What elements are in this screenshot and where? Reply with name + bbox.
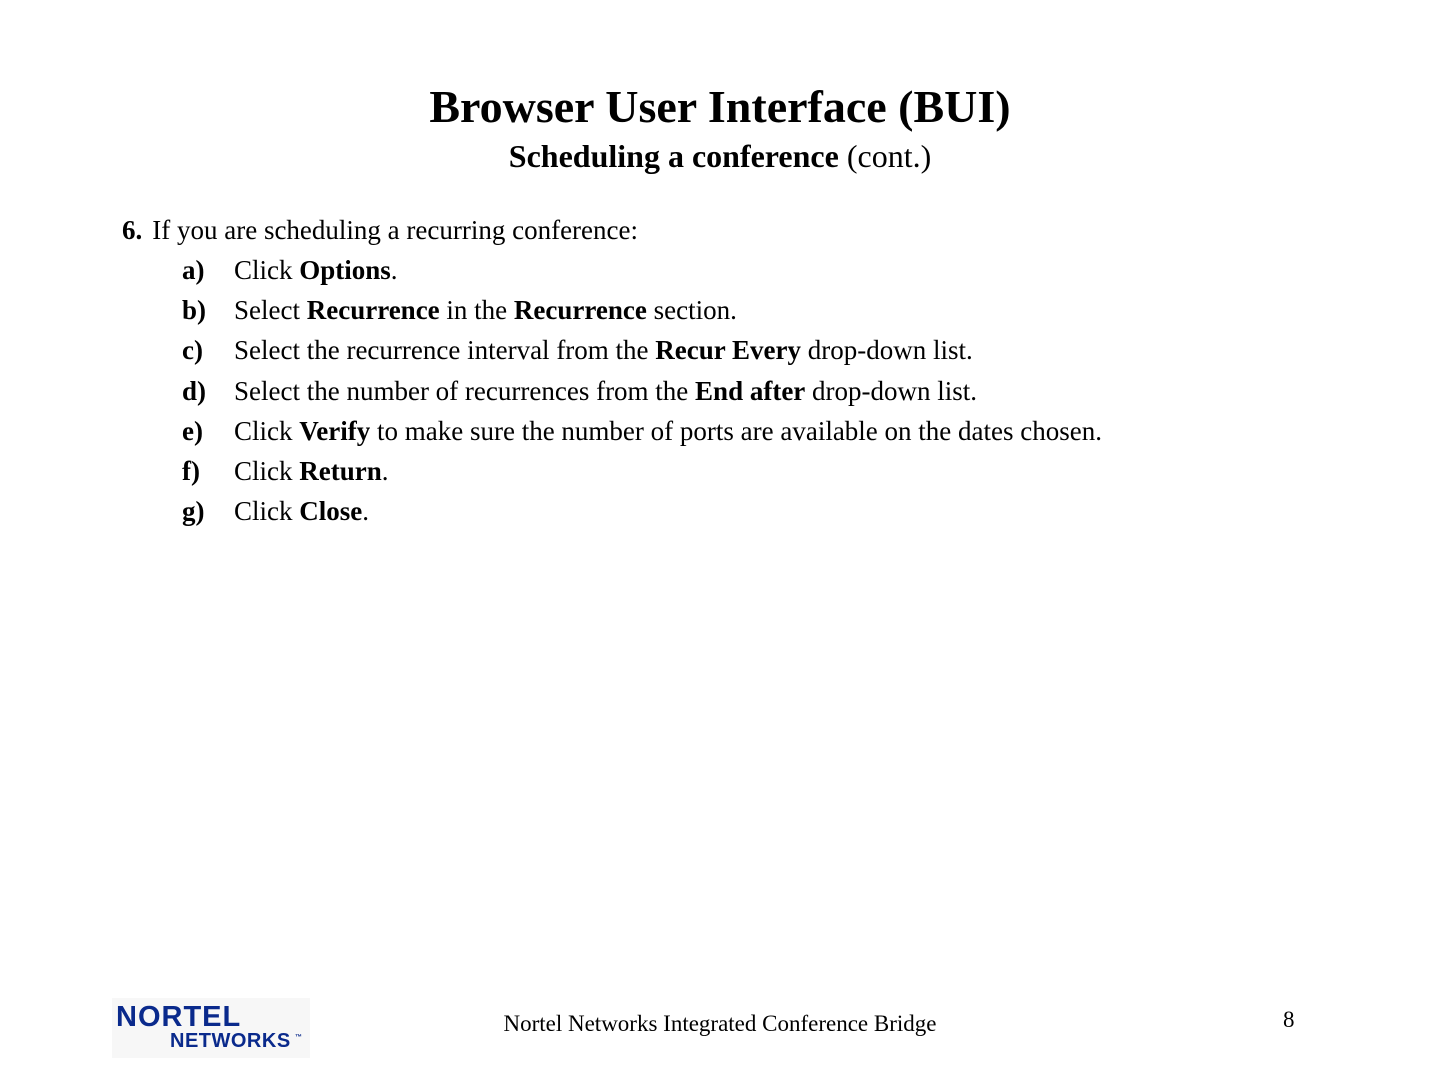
page-subtitle xyxy=(0,136,1440,176)
substep-letter: g) xyxy=(182,496,205,527)
substep-letter: a) xyxy=(182,255,205,285)
step-number: 6. xyxy=(122,215,143,245)
substep-text xyxy=(234,413,1102,449)
substep-text-part: section. xyxy=(646,295,737,326)
substep-text-part: Select the recurrence interval from the xyxy=(234,335,656,366)
substep-text-part: drop-down list. xyxy=(801,335,973,366)
substep-bold-part: Recurrence xyxy=(513,295,647,326)
substep-text-part: Click xyxy=(234,455,300,486)
substep-text xyxy=(234,453,389,489)
substep-text-part: Click xyxy=(234,255,300,285)
footer-text: Nortel Networks Integrated Conference Bridge xyxy=(503,1011,937,1036)
substep-text xyxy=(234,373,977,409)
substep-text-part: . xyxy=(390,255,398,285)
step-6 xyxy=(122,212,638,248)
substep-letter: c) xyxy=(182,335,203,366)
substep-bold-part: Options xyxy=(299,255,391,285)
substep-text-part: Click xyxy=(234,415,300,446)
substep-text-part: Select xyxy=(234,295,307,326)
logo-trademark: ™ xyxy=(295,1034,302,1041)
substep-letter: b) xyxy=(182,295,207,326)
substep-letter: f) xyxy=(182,455,200,486)
page-number: 8 xyxy=(1283,1007,1295,1032)
substep-bold-part: Close xyxy=(299,496,363,527)
substep-text-part: . xyxy=(362,496,369,527)
logo-wordmark-top: NORTEL xyxy=(116,1001,242,1033)
substep-text-part: . xyxy=(381,455,389,486)
step-text: If you are scheduling a recurring conference: xyxy=(152,215,638,245)
substep-text-part: in the xyxy=(439,295,514,326)
substep-text-part: Select the number of recurrences from the xyxy=(234,375,696,406)
substep-letter: e) xyxy=(182,415,203,446)
substep-bold-part: Return xyxy=(299,455,382,486)
subtitle-normal: (cont.) xyxy=(838,138,932,174)
subtitle-bold: Scheduling a conference xyxy=(508,138,839,174)
substep-text-part: Click xyxy=(234,496,300,527)
substep-text xyxy=(234,292,737,328)
substep-bold-part: Recur Every xyxy=(655,335,802,366)
logo-wordmark-bottom: NETWORKS xyxy=(170,1030,291,1052)
substep-bold-part: Recurrence xyxy=(306,295,440,326)
substep-text-part: drop-down list. xyxy=(805,375,978,406)
page-title: Browser User Interface (BUI) xyxy=(429,81,1011,132)
substep-text xyxy=(234,332,973,368)
substep-bold-part: Verify xyxy=(299,415,371,446)
substep-bold-part: End after xyxy=(695,375,806,406)
substep-text xyxy=(234,493,369,529)
substep-text xyxy=(234,252,398,288)
substep-text-part: to make sure the number of ports are available on the dates chosen. xyxy=(370,415,1102,446)
substep-letter: d) xyxy=(182,375,207,406)
